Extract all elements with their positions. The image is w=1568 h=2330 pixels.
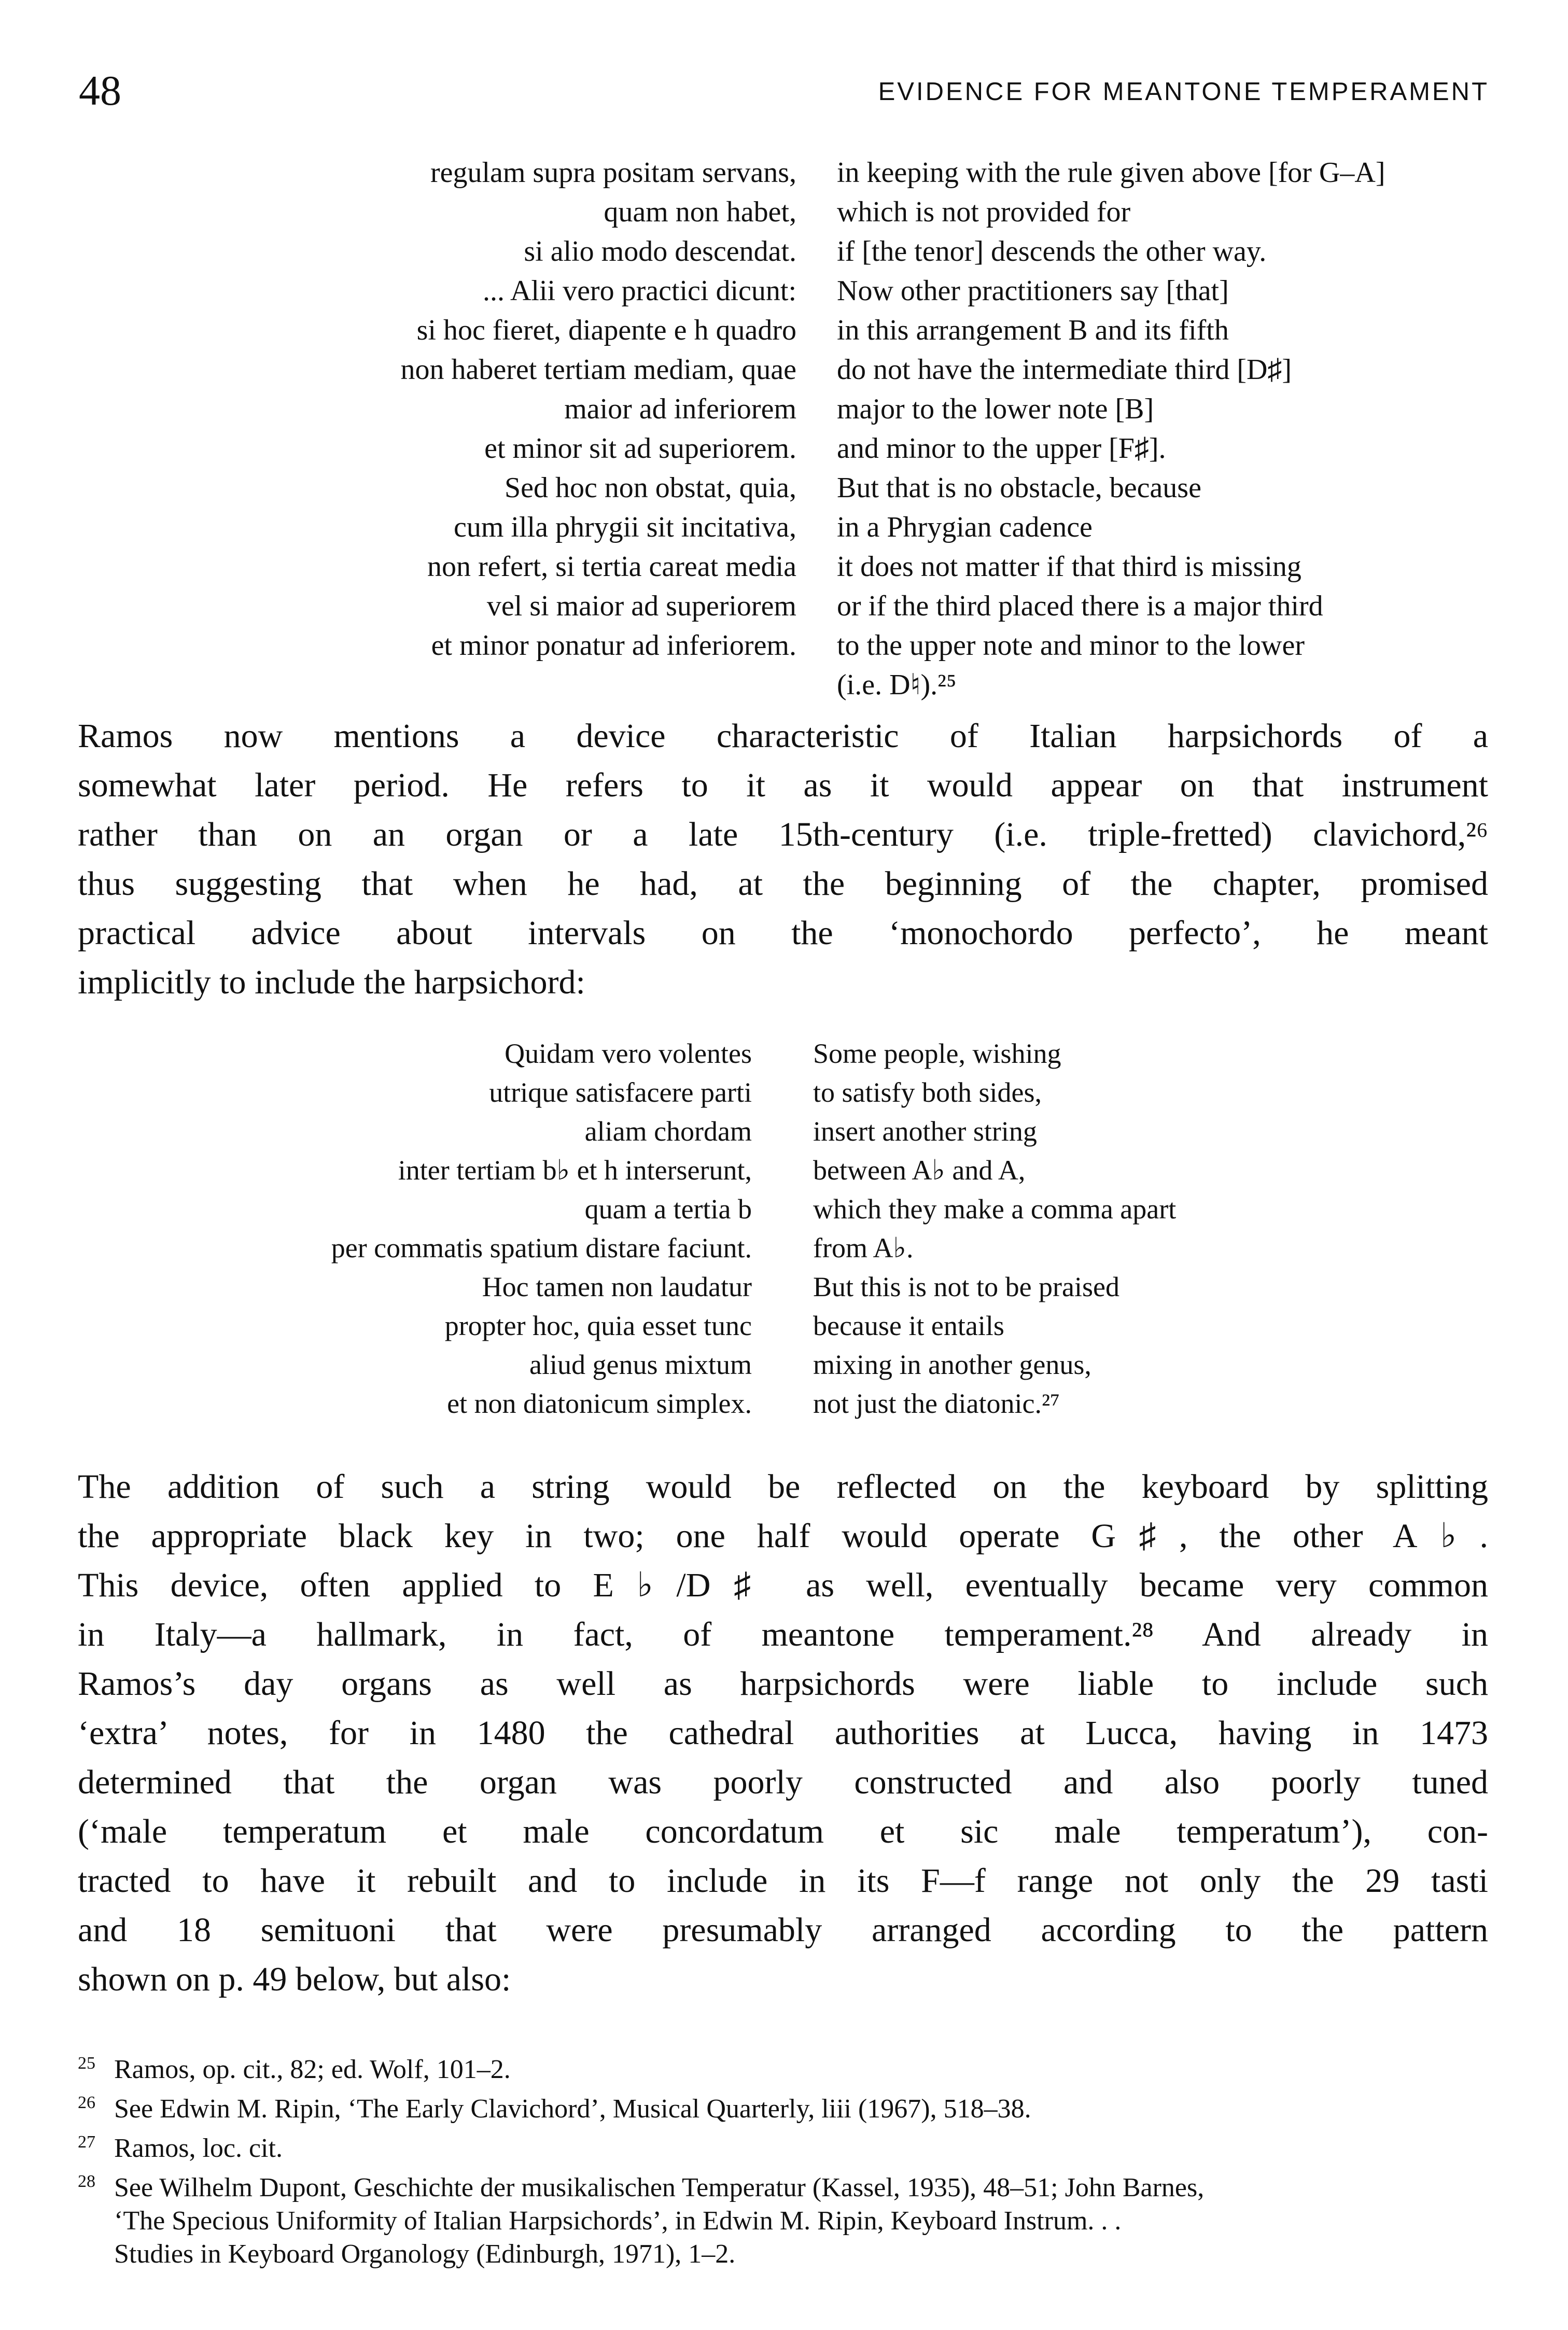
paragraph-line: (‘male temperatum et male concordatum et sic male temperatum’), con-: [78, 1813, 1488, 1850]
latin-line: Quidam vero volentes: [505, 1038, 752, 1069]
footnote-text: Ramos, loc. cit.: [114, 2134, 283, 2163]
footnote-number: 27: [78, 2132, 95, 2152]
paragraph-line: The addition of such a string would be reflected on the keyboard by splitting: [78, 1468, 1488, 1506]
latin-line: et minor sit ad superiorem.: [484, 432, 796, 465]
page-header: [79, 67, 1489, 114]
paragraph-line: ‘extra’ notes, for in 1480 the cathedral authorities at Lucca, having in 1473: [78, 1714, 1488, 1752]
footnote-27: [78, 2126, 1488, 2165]
paragraph-line: the appropriate black key in two; one half would operate G♯, the other A♭.: [78, 1517, 1488, 1555]
body-paragraph-2: [78, 1462, 1488, 2004]
footnote-28-continued: [78, 2238, 1488, 2271]
paragraph-line: shown on p. 49 below, but also:: [78, 1960, 511, 1998]
latin-line: utrique satisfacere parti: [489, 1077, 752, 1108]
english-line: major to the lower note [B]: [837, 393, 1154, 425]
paragraph-line: Ramos now mentions a device characteristic of Italian harpsichords of a: [78, 717, 1488, 755]
footnote-number: 25: [78, 2054, 95, 2073]
english-line: But this is not to be praised: [813, 1271, 1119, 1302]
running-head: EVIDENCE FOR MEANTONE TEMPERAMENT: [878, 78, 1489, 106]
paragraph-line: somewhat later period. He refers to it as it would appear on that instrument: [78, 766, 1488, 804]
english-column: [813, 1034, 1176, 1423]
paragraph-line: in Italy—a hallmark, in fact, of meantone temperament.²⁸ And already in: [78, 1616, 1488, 1653]
english-line: which is not provided for: [837, 196, 1131, 228]
footnote-text: Studies in Keyboard Organology (Edinburgh, 1971), 1–2.: [114, 2239, 736, 2269]
footnote-text: See Edwin M. Ripin, ‘The Early Clavichord’, Musical Quarterly, liii (1967), 518–38.: [114, 2094, 1031, 2124]
page-number: 48: [79, 67, 121, 114]
latin-line: vel si maior ad superiorem: [486, 590, 796, 622]
english-line: mixing in another genus,: [813, 1349, 1091, 1380]
english-line: in keeping with the rule given above [for G–A]: [837, 157, 1385, 189]
english-line: and minor to the upper [F♯].: [837, 432, 1166, 465]
latin-line: inter tertiam b♭ et h interserunt,: [398, 1155, 752, 1186]
quote-latin-english-1: [0, 153, 1568, 701]
latin-line: quam non habet,: [604, 196, 796, 228]
english-line: to the upper note and minor to the lower: [837, 629, 1305, 662]
latin-line: regulam supra positam servans,: [430, 157, 796, 189]
latin-column: [401, 153, 796, 665]
footnote-number: 26: [78, 2093, 95, 2112]
latin-line: ... Alii vero practici dicunt:: [483, 275, 796, 307]
english-line: not just the diatonic.²⁷: [813, 1388, 1060, 1419]
latin-line: Hoc tamen non laudatur: [482, 1271, 752, 1302]
english-line: Now other practitioners say [that]: [837, 275, 1229, 307]
english-line: do not have the intermediate third [D♯]: [837, 354, 1292, 386]
latin-line: per commatis spatium distare faciunt.: [331, 1232, 752, 1264]
paragraph-line: practical advice about intervals on the ‘monochordo perfecto’, he meant: [78, 914, 1488, 952]
english-line: or if the third placed there is a major third: [837, 590, 1323, 622]
latin-line: quam a tertia b: [584, 1194, 752, 1225]
english-line: it does not matter if that third is missing: [837, 551, 1301, 583]
paragraph-line: thus suggesting that when he had, at the beginning of the chapter, promised: [78, 865, 1488, 903]
footnote-28: [78, 2165, 1488, 2205]
latin-line: si alio modo descendat.: [524, 235, 796, 268]
english-line: from A♭.: [813, 1232, 914, 1264]
paragraph-line: tracted to have it rebuilt and to include in its F—f range not only the 29 tasti: [78, 1862, 1488, 1900]
quote-latin-english-2: [0, 1034, 1568, 1428]
latin-line: et minor ponatur ad inferiorem.: [431, 629, 796, 662]
latin-line: cum illa phrygii sit incitativa,: [454, 511, 796, 543]
body-paragraph-1: [78, 711, 1488, 1007]
latin-line: propter hoc, quia esset tunc: [444, 1310, 752, 1341]
latin-line: et non diatonicum simplex.: [447, 1388, 752, 1419]
latin-line: aliud genus mixtum: [529, 1349, 752, 1380]
latin-line: non refert, si tertia careat media: [427, 551, 796, 583]
latin-column: [331, 1034, 752, 1423]
paragraph-line: Ramos’s day organs as well as harpsichords were liable to include such: [78, 1665, 1488, 1703]
english-line: if [the tenor] descends the other way.: [837, 235, 1267, 268]
latin-line: si hoc fieret, diapente e h quadro: [416, 314, 796, 346]
paragraph-line: determined that the organ was poorly constructed and also poorly tuned: [78, 1763, 1488, 1801]
paragraph-line: rather than on an organ or a late 15th-century (i.e. triple-fretted) clavichord,²⁶: [78, 816, 1488, 853]
english-column: [837, 153, 1385, 705]
footnote-text: See Wilhelm Dupont, Geschichte der musikalischen Temperatur (Kassel, 1935), 48–51; John Barnes,: [114, 2173, 1205, 2202]
english-line: (i.e. D♮).²⁵: [837, 669, 957, 701]
english-line: Some people, wishing: [813, 1038, 1061, 1069]
paragraph-line: This device, often applied to E♭/D♯ as well, eventually became very common: [78, 1566, 1488, 1604]
latin-line: maior ad inferiorem: [564, 393, 796, 425]
latin-line: non haberet tertiam mediam, quae: [400, 354, 796, 386]
paragraph-line: implicitly to include the harpsichord:: [78, 963, 585, 1001]
footnote-25: [78, 2047, 1488, 2086]
english-line: in this arrangement B and its fifth: [837, 314, 1229, 346]
footnote-26: [78, 2086, 1488, 2126]
paragraph-line: and 18 semituoni that were presumably arranged according to the pattern: [78, 1911, 1488, 1949]
english-line: in a Phrygian cadence: [837, 511, 1093, 543]
footnote-text: ‘The Specious Uniformity of Italian Harpsichords’, in Edwin M. Ripin, Keyboard Instrum. . .: [114, 2206, 1122, 2236]
latin-line: Sed hoc non obstat, quia,: [504, 472, 796, 504]
footnote-text: Ramos, op. cit., 82; ed. Wolf, 101–2.: [114, 2055, 511, 2084]
english-line: because it entails: [813, 1310, 1004, 1341]
footnote-number: 28: [78, 2172, 95, 2191]
english-line: between A♭ and A,: [813, 1155, 1026, 1186]
english-line: insert another string: [813, 1116, 1037, 1147]
english-line: to satisfy both sides,: [813, 1077, 1042, 1108]
english-line: But that is no obstacle, because: [837, 472, 1201, 504]
latin-line: aliam chordam: [584, 1116, 752, 1147]
footnote-28-continued: [78, 2205, 1488, 2238]
footnotes: [78, 2047, 1488, 2271]
english-line: which they make a comma apart: [813, 1194, 1177, 1225]
